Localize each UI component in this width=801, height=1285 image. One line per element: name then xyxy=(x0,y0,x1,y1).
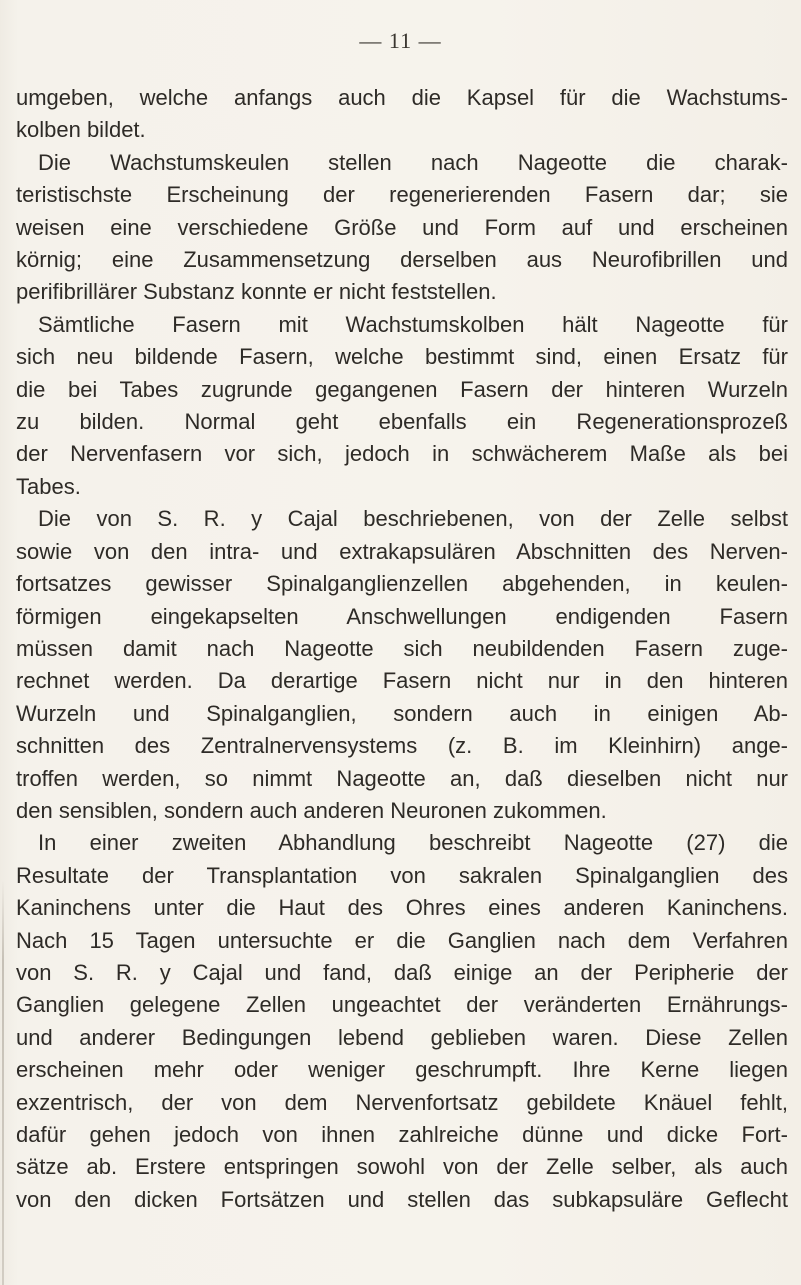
text-line: erscheinen mehr oder weniger geschrumpft. Ihre Kerne liegen xyxy=(16,1057,788,1083)
paragraph-1 xyxy=(16,82,788,147)
text-line: kolben bildet. xyxy=(16,117,146,143)
text-line: Die von S. R. y Cajal beschriebenen, von der Zelle selbst xyxy=(38,506,788,532)
text-line: sätze ab. Erstere entspringen sowohl von der Zelle selber, als auch xyxy=(16,1154,788,1180)
text-line: müssen damit nach Nageotte sich neubildenden Fasern zuge- xyxy=(16,635,788,661)
text-line: exzentrisch, der von dem Nervenfortsatz gebildete Knäuel fehlt, xyxy=(16,1089,788,1115)
text-line: von S. R. y Cajal und fand, daß einige an der Peripherie der xyxy=(16,959,788,985)
text-line: der Nervenfasern vor sich, jedoch in schwächerem Maße als bei xyxy=(16,441,788,467)
text-line: Sämtliche Fasern mit Wachstumskolben hält Nageotte für xyxy=(38,311,788,337)
text-line: zu bilden. Normal geht ebenfalls ein Regenerationsprozeß xyxy=(16,409,788,435)
body-text xyxy=(16,82,788,1216)
paragraph-5 xyxy=(16,827,788,1216)
text-line: körnig; eine Zusammensetzung derselben aus Neurofibrillen und xyxy=(16,247,788,273)
page-gutter-shadow xyxy=(2,880,4,1285)
text-line: die bei Tabes zugrunde gegangenen Fasern der hinteren Wurzeln xyxy=(16,376,788,402)
text-line: Resultate der Transplantation von sakralen Spinalganglien des xyxy=(16,862,788,888)
text-line: schnitten des Zentralnervensystems (z. B. im Kleinhirn) ange- xyxy=(16,733,788,759)
text-line: dafür gehen jedoch von ihnen zahlreiche dünne und dicke Fort- xyxy=(16,1122,788,1147)
text-line: teristischste Erscheinung der regenerierenden Fasern dar; sie xyxy=(16,182,788,208)
text-line: von den dicken Fortsätzen und stellen das subkapsuläre Geflecht xyxy=(16,1186,788,1212)
text-line: perifibrillärer Substanz konnte er nicht feststellen. xyxy=(16,279,497,305)
paragraph-3 xyxy=(16,309,788,503)
page-number: — 11 — xyxy=(359,28,442,53)
text-line: Ganglien gelegene Zellen ungeachtet der veränderten Ernährungs- xyxy=(16,992,788,1018)
paragraph-2 xyxy=(16,147,788,309)
text-line: fortsatzes gewisser Spinalganglienzellen abgehenden, in keulen- xyxy=(16,571,788,597)
text-line: troffen werden, so nimmt Nageotte an, daß dieselben nicht nur xyxy=(16,765,788,791)
text-line: rechnet werden. Da derartige Fasern nicht nur in den hinteren xyxy=(16,668,788,694)
paragraph-4 xyxy=(16,503,788,827)
text-line: sowie von den intra- und extrakapsulären Abschnitten des Nerven- xyxy=(16,538,788,564)
text-line: Nach 15 Tagen untersuchte er die Ganglien nach dem Verfahren xyxy=(16,927,788,953)
text-line: und anderer Bedingungen lebend geblieben waren. Diese Zellen xyxy=(16,1024,788,1050)
text-line: Die Wachstumskeulen stellen nach Nageotte die charak- xyxy=(38,149,788,175)
text-line: Tabes. xyxy=(16,473,81,499)
text-line: weisen eine verschiedene Größe und Form auf und erscheinen xyxy=(16,214,788,240)
text-line: den sensiblen, sondern auch anderen Neuronen zukommen. xyxy=(16,797,607,823)
text-line: Kaninchens unter die Haut des Ohres eines anderen Kaninchens. xyxy=(16,895,788,921)
text-line: Wurzeln und Spinalganglien, sondern auch in einigen Ab- xyxy=(16,700,788,726)
text-line: förmigen eingekapselten Anschwellungen endigenden Fasern xyxy=(16,603,788,629)
text-line: umgeben, welche anfangs auch die Kapsel für die Wachstums- xyxy=(16,85,788,110)
text-line: sich neu bildende Fasern, welche bestimmt sind, einen Ersatz für xyxy=(16,344,788,370)
text-line: In einer zweiten Abhandlung beschreibt Nageotte (27) die xyxy=(38,830,788,856)
